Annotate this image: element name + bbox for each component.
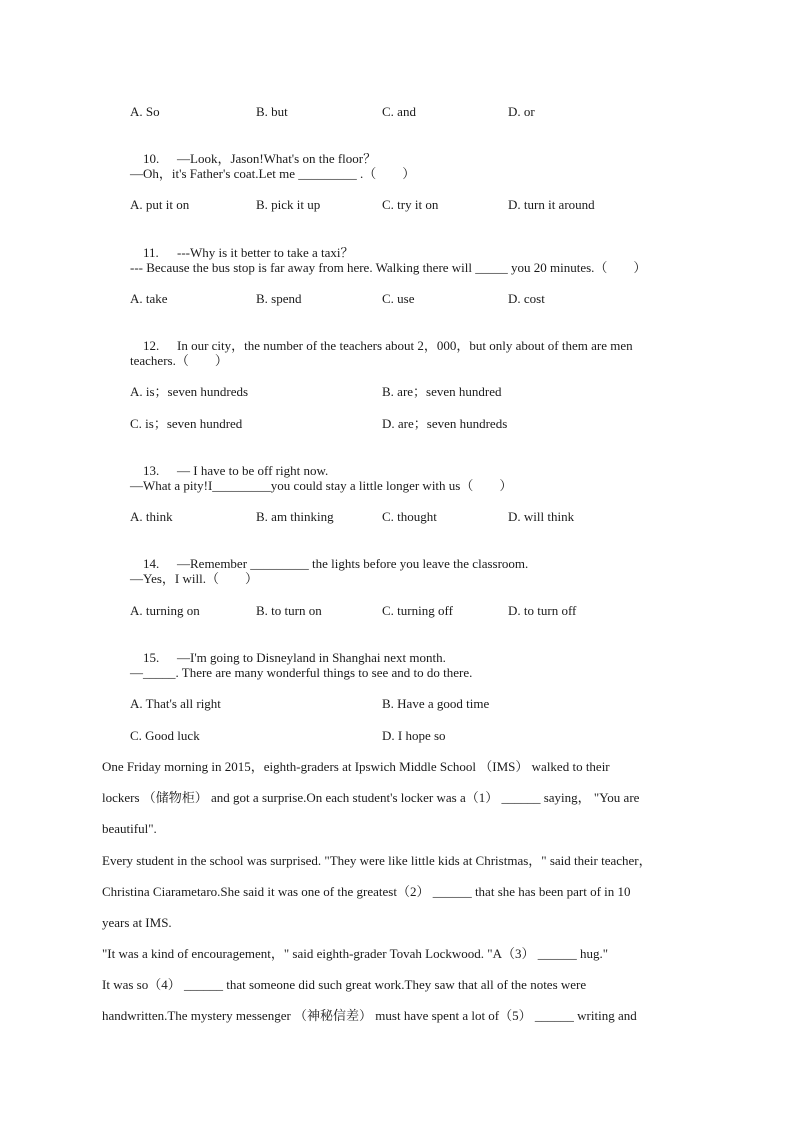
q10-option-a: A. put it on — [130, 197, 190, 212]
q12-stem: In our city，the number of the teachers about 2，000，but only about of them are men — [177, 338, 633, 353]
q13-option-c: C. thought — [382, 509, 437, 524]
passage-line-3: beautiful". — [102, 821, 157, 836]
q12-option-c: C. is；seven hundred — [130, 416, 243, 431]
q13-option-b: B. am thinking — [256, 509, 334, 524]
q14-option-a: A. turning on — [130, 603, 200, 618]
q10-line2: —Oh，it's Father's coat.Let me _________ .（ ） — [130, 166, 416, 181]
q11-line2: --- Because the bus stop is far away from here. Walking there will _____ you 20 minutes.（ ） — [130, 260, 647, 275]
q14-option-d: D. to turn off — [508, 603, 577, 618]
q10-option-d: D. turn it around — [508, 197, 595, 212]
passage-line-8: It was so（4） ______ that someone did such great work.They saw that all of the notes were — [102, 977, 587, 992]
passage-line-5: Christina Ciarametaro.She said it was one of the greatest（2） ______ that she has been part of in 10 — [102, 884, 631, 899]
q15-number: 15. — [143, 650, 160, 665]
q9-option-c: C. and — [382, 104, 416, 119]
passage-line-6: years at IMS. — [102, 915, 172, 930]
q15-option-c: C. Good luck — [130, 728, 200, 743]
passage-line-1: One Friday morning in 2015，eighth-graders at Ipswich Middle School （IMS） walked to their — [102, 759, 610, 774]
q9-option-d: D. or — [508, 104, 535, 119]
q13-option-d: D. will think — [508, 509, 575, 524]
passage-line-7: "It was a kind of encouragement，" said eighth-grader Tovah Lockwood. "A（3） ______ hug." — [102, 946, 609, 961]
q15-option-d: D. I hope so — [382, 728, 446, 743]
q11-option-c: C. use — [382, 291, 415, 306]
q13-stem: — I have to be off right now. — [177, 463, 329, 478]
q12-number: 12. — [143, 338, 160, 353]
q11-stem: ---Why is it better to take a taxi？ — [177, 245, 354, 260]
q10-option-c: C. try it on — [382, 197, 439, 212]
q13-option-a: A. think — [130, 509, 173, 524]
q11-option-a: A. take — [130, 291, 168, 306]
q15-option-b: B. Have a good time — [382, 696, 490, 711]
passage-line-2: lockers （储物柜） and got a surprise.On each student's locker was a（1） ______ saying， "You are — [102, 790, 640, 805]
q12-option-d: D. are；seven hundreds — [382, 416, 508, 431]
q11-option-d: D. cost — [508, 291, 545, 306]
q12-option-a: A. is；seven hundreds — [130, 384, 249, 399]
q11-option-b: B. spend — [256, 291, 302, 306]
q14-option-c: C. turning off — [382, 603, 453, 618]
q15-option-a: A. That's all right — [130, 696, 221, 711]
q15-line2: —_____. There are many wonderful things to see and to do there. — [130, 665, 473, 680]
passage-line-9: handwritten.The mystery messenger （神秘信差） must have spent a lot of（5） ______ writing and — [102, 1008, 637, 1023]
q14-stem: —Remember _________ the lights before you leave the classroom. — [177, 556, 529, 571]
q13-line2: —What a pity!I_________you could stay a little longer with us（ ） — [130, 478, 513, 493]
q12-option-b: B. are；seven hundred — [382, 384, 502, 399]
q9-option-a: A. So — [130, 104, 160, 119]
q10-option-b: B. pick it up — [256, 197, 321, 212]
q14-option-b: B. to turn on — [256, 603, 322, 618]
q11-number: 11. — [143, 245, 159, 260]
q9-option-b: B. but — [256, 104, 288, 119]
q15-stem: —I'm going to Disneyland in Shanghai next month. — [177, 650, 446, 665]
q10-stem: —Look，Jason!What's on the floor？ — [177, 151, 377, 166]
q14-number: 14. — [143, 556, 160, 571]
passage-line-4: Every student in the school was surprised. "They were like little kids at Christmas，" said their teacher， — [102, 853, 652, 868]
q14-line2: —Yes，I will.（ ） — [130, 571, 258, 586]
q10-number: 10. — [143, 151, 160, 166]
q13-number: 13. — [143, 463, 160, 478]
q12-line2: teachers.（ ） — [130, 353, 228, 368]
